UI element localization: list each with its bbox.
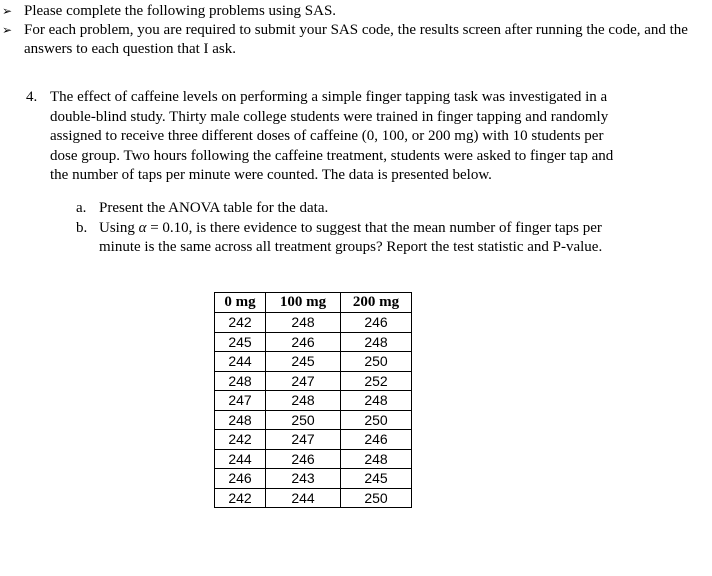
instruction-item xyxy=(2,2,702,21)
arrow-bullet-icon: ➢ xyxy=(2,4,13,18)
part-a xyxy=(76,199,636,219)
table-cell: 248 xyxy=(341,391,412,411)
table-cell: 244 xyxy=(215,449,266,469)
table-body xyxy=(215,313,412,508)
table-cell: 245 xyxy=(215,332,266,352)
table-cell: 244 xyxy=(266,488,341,508)
column-header: 0 mg xyxy=(215,293,266,313)
table-cell: 248 xyxy=(341,449,412,469)
table-row xyxy=(215,313,412,333)
table-header-row xyxy=(215,293,412,313)
table-row xyxy=(215,371,412,391)
part-marker: b. xyxy=(76,219,88,236)
table-row xyxy=(215,488,412,508)
part-text-post: = 0.10, is there evidence to suggest that the mean number of finger taps per minute is the same across all treatment groups? Report the test statistic and P-value. xyxy=(99,219,603,255)
table-cell: 248 xyxy=(215,371,266,391)
table-cell: 250 xyxy=(341,488,412,508)
table-cell: 248 xyxy=(266,313,341,333)
table-row xyxy=(215,391,412,411)
table-cell: 246 xyxy=(341,313,412,333)
problem-parts xyxy=(76,199,636,258)
table-cell: 244 xyxy=(215,352,266,372)
instruction-item xyxy=(2,21,702,59)
table-cell: 247 xyxy=(266,371,341,391)
table-cell: 250 xyxy=(266,410,341,430)
arrow-bullet-icon: ➢ xyxy=(2,23,13,37)
table-cell: 242 xyxy=(215,430,266,450)
table-cell: 247 xyxy=(266,430,341,450)
table-cell: 242 xyxy=(215,313,266,333)
table-cell: 245 xyxy=(266,352,341,372)
part-b xyxy=(76,219,636,258)
table-cell: 243 xyxy=(266,469,341,489)
problem-text: The effect of caffeine levels on performing a simple finger tapping task was investigated in a double-blind study. Thirty male college students were trained in finger tapping and randomly assigned to receive three different doses of caffeine (0, 100, or 200 mg) with 10 students per dose group. Two hours following the caffeine treatment, students were asked to finger tap and the number of taps per minute were counted. The data is presented below. xyxy=(50,89,614,183)
table-cell: 247 xyxy=(215,391,266,411)
table-row xyxy=(215,410,412,430)
column-header: 100 mg xyxy=(266,293,341,313)
problem-4 xyxy=(26,88,626,186)
part-text-pre: Using xyxy=(99,219,139,236)
table-cell: 248 xyxy=(266,391,341,411)
part-text: Present the ANOVA table for the data. xyxy=(99,200,329,216)
instruction-text: For each problem, you are required to submit your SAS code, the results screen after running the code, and the answers to each question that I ask. xyxy=(24,22,688,57)
table-row xyxy=(215,430,412,450)
caffeine-data-table xyxy=(214,292,412,508)
alpha-symbol: α xyxy=(138,219,147,236)
table-row xyxy=(215,352,412,372)
table-cell: 246 xyxy=(266,332,341,352)
table-row xyxy=(215,469,412,489)
table-cell: 246 xyxy=(266,449,341,469)
table-cell: 250 xyxy=(341,352,412,372)
table-row xyxy=(215,449,412,469)
table-cell: 246 xyxy=(215,469,266,489)
table-cell: 248 xyxy=(215,410,266,430)
instruction-text: Please complete the following problems using SAS. xyxy=(24,3,337,19)
part-marker: a. xyxy=(76,200,87,216)
table-cell: 246 xyxy=(341,430,412,450)
table-cell: 250 xyxy=(341,410,412,430)
column-header: 200 mg xyxy=(341,293,412,313)
table-cell: 242 xyxy=(215,488,266,508)
table-cell: 252 xyxy=(341,371,412,391)
table-row xyxy=(215,332,412,352)
problem-number: 4. xyxy=(26,89,38,105)
table-cell: 248 xyxy=(341,332,412,352)
table-cell: 245 xyxy=(341,469,412,489)
instructions-list xyxy=(2,2,702,59)
